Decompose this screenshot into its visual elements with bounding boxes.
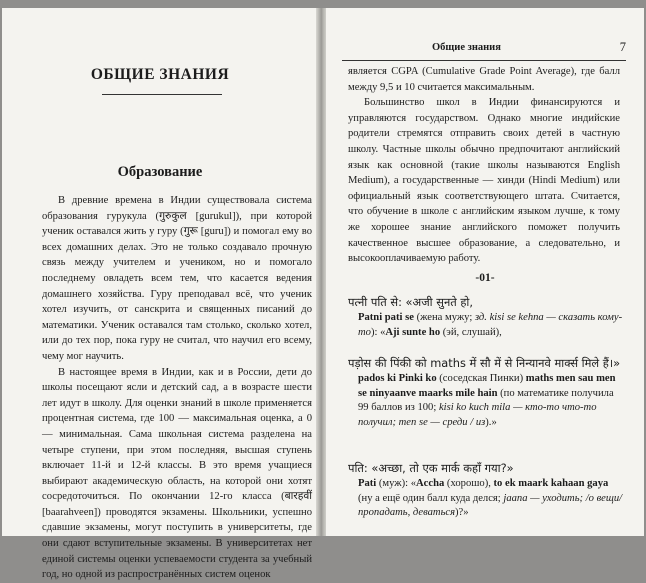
translit-phrase: Patni pati se: [358, 312, 414, 323]
dialogue-line-1: [348, 294, 624, 340]
chapter-title-underline: [102, 94, 222, 95]
translit-phrase: Pati: [358, 478, 377, 489]
translit-phrase: to ek maark kahaan gaya: [493, 478, 609, 489]
translation-text: (эй, слушай),: [440, 326, 502, 338]
right-page: [326, 8, 644, 536]
translation-text: (по математике получила 99 баллов из 100;: [358, 387, 614, 414]
transliteration-line-3: [348, 477, 624, 521]
paragraph-modern-school: В настоящее время в Индии, как и в России, дети до школы посещают ясли и детский сад, а в возрасте шести лет идут в школу. Для оценки знаний в школе применяется процентная система, где 100 — максимальная оценка, а 0 — минимальная. Сама школьная система разделена на четыре ступени, при этом последняя, высшая ступень включает 11-й и 12-й классы. В это время учащиеся выбирают академическую область, на которой они хотят сосредоточиться. По окончании 12-го класса (बारहवीं [baarahveen]) проводятся экзамены. Школьники, успешно сдавшие экзамены, могут поступить в университеты, где они сдают вступительные экзамены. В университетах нет единой системы оценки успеваемости студента за учебный год, но одной из распространённых систем оценок: [42, 366, 312, 581]
hindi-line-3: पति: «अच्छा, तो एक मार्क कहाँ गया?»: [348, 461, 514, 475]
page-number: 7: [619, 40, 626, 54]
right-body-text: [348, 64, 620, 267]
chapter-title: ОБЩИЕ ЗНАНИЯ: [90, 66, 230, 83]
paragraph-gurukul: В древние времена в Индии существовала система образования гурукула (गुरुकुल [gurukul]), при которой ученик оставался жить у гуру (गुरू [guru]) и помогал ему во всех домашних делах. Это не только создавало прочную связь между учителем и учеником, но и помогало последнему овладеть всем тем, что касается ведения домашнего хозяйства. Гуру преподавал всё, что ученик хотел изучить, от санскрита и священных писаний до математики. Ученик оставался там столько, сколько хотел, или до тех пор, пока гуру не считал, что научил его всему, чему мог научить.: [42, 195, 312, 362]
translation-note: jaana — уходить; /о вещи/ пропадать, деваться: [358, 492, 623, 519]
translation-note: kisi ko kuch mila — кто-то что-то получил; men se — среди / из: [358, 402, 597, 428]
translit-phrase: maths men sau men se ninyaanve maarks mile hain: [358, 373, 616, 399]
left-body-text: [42, 193, 312, 583]
translation-text: (муж): «: [376, 478, 417, 489]
left-page: [2, 8, 318, 581]
translit-phrase: pados ki Pinki ko: [358, 373, 437, 384]
translation-text: (хорошо),: [444, 478, 494, 489]
translation-text: ).»: [485, 416, 497, 428]
lesson-number: -01-: [475, 272, 495, 284]
translation-note: зд. kisi se kehna — сказать кому-то: [358, 312, 623, 338]
hindi-line-1: पत्नी पति से: «अजी सुनते हो,: [348, 295, 474, 309]
translation-text: (ну а ещё один балл куда делся;: [358, 492, 504, 504]
paragraph-school-funding: Большинство школ в Индии финансируются и управляются государством. Однако многие индийские родители стремятся отправить своих детей в частную школу. Частные школы обычно предпочитают английский язык как основной (такие школы называются English Medium), а государственные — хинди (Hindi Medium) или официальный язык соответствующего штата. Считается, что обучение в школе с английским языком лучше, к тому же хорошее знание английского поможет получить качественное высшее образование, а следовательно, и высокооплачиваемую работу.: [348, 97, 620, 265]
translit-phrase: Aji sunte ho: [385, 326, 441, 338]
translation-text: (жена мужу;: [413, 312, 475, 323]
translation-text: )?»: [455, 507, 469, 519]
hindi-line-2: पड़ोस की पिंकी को maths में सौ में से निन्यानवे मार्क्स मिले हैं।»: [348, 356, 621, 370]
translation-text: ): «: [370, 326, 386, 338]
translation-text: (соседская Пинки): [436, 373, 526, 384]
transliteration-line-2: [348, 372, 624, 430]
section-title: Образование: [117, 164, 203, 180]
dialogue-line-3: [348, 460, 624, 521]
running-head-title: Общие знания: [432, 42, 501, 53]
dialogue-line-2: [348, 355, 624, 430]
translit-phrase: Accha: [416, 478, 445, 489]
transliteration-line-1: [348, 311, 624, 340]
paragraph-cgpa: является CGPA (Cumulative Grade Point Average), где балл между 9,5 и 10 считается максимальным.: [348, 66, 620, 93]
running-head: [342, 40, 626, 61]
